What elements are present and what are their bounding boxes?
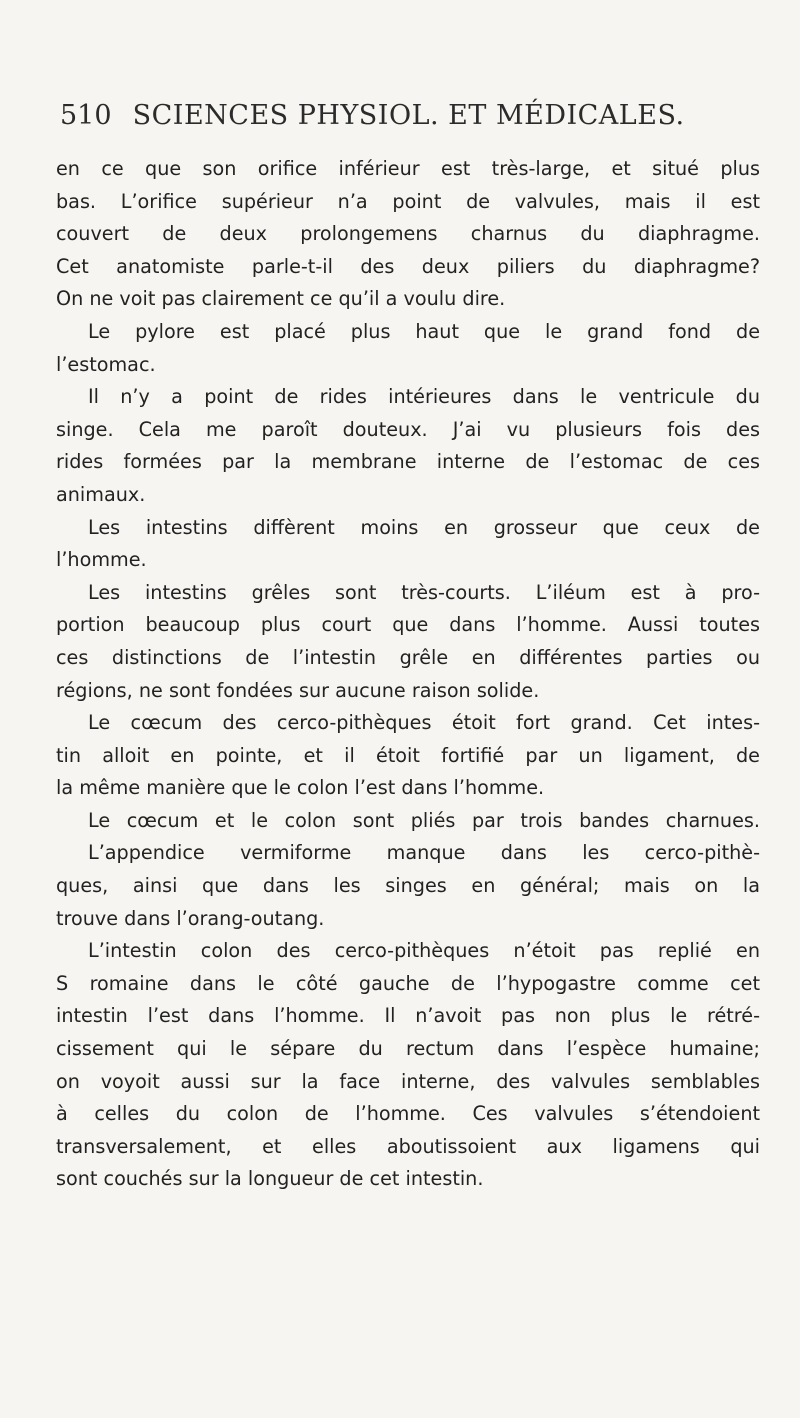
- text-line: Le pylore est placé plus haut que le grand fond de: [88, 319, 760, 343]
- text-line: à celles du colon de l’homme. Ces valvules s’étendoient: [56, 1102, 760, 1126]
- text-line: Le cœcum des cerco-pithèques étoit fort grand. Cet intes-: [88, 711, 760, 735]
- text-line: on voyoit aussi sur la face interne, des valvules semblables: [56, 1069, 760, 1093]
- page-header: [60, 100, 740, 140]
- text-line: transversalement, et elles aboutissoient aux ligamens qui: [56, 1134, 760, 1158]
- text-line: cissement qui le sépare du rectum dans l’espèce humaine;: [56, 1037, 760, 1061]
- text-line: Il n’y a point de rides intérieures dans le ventricule du: [88, 385, 760, 409]
- text-line: l’estomac.: [56, 352, 156, 376]
- text-line: portion beaucoup plus court que dans l’homme. Aussi toutes: [56, 613, 760, 637]
- text-line: animaux.: [56, 482, 146, 506]
- text-line: sont couchés sur la longueur de cet intestin.: [56, 1167, 484, 1191]
- text-line: On ne voit pas clairement ce qu’il a voulu dire.: [56, 287, 506, 311]
- text-line: L’appendice vermiforme manque dans les cerco-pithè-: [88, 841, 760, 865]
- text-line: couvert de deux prolongemens charnus du diaphragme.: [56, 222, 760, 246]
- page-number: 510: [60, 100, 112, 131]
- running-title: SCIENCES PHYSIOL. ET MÉDICALES.: [132, 100, 685, 131]
- text-line: tin alloit en pointe, et il étoit fortifié par un ligament, de: [56, 743, 760, 767]
- text-line: régions, ne sont fondées sur aucune raison solide.: [56, 678, 540, 702]
- text-line: bas. L’orifice supérieur n’a point de valvules, mais il est: [56, 189, 760, 213]
- text-line: Le cœcum et le colon sont pliés par trois bandes charnues.: [88, 808, 760, 832]
- text-line: trouve dans l’orang-outang.: [56, 906, 325, 930]
- text-line: en ce que son orifice inférieur est très-large, et situé plus: [56, 157, 760, 180]
- text-line: S romaine dans le côté gauche de l’hypogastre comme cet: [56, 971, 760, 995]
- text-line: ces distinctions de l’intestin grêle en différentes parties ou: [56, 645, 760, 669]
- text-line: Les intestins diffèrent moins en grosseur que ceux de: [88, 515, 760, 539]
- body-text: [56, 153, 760, 1196]
- text-line: rides formées par la membrane interne de l’estomac de ces: [56, 450, 760, 474]
- text-line: singe. Cela me paroît douteux. J’ai vu plusieurs fois des: [56, 417, 760, 441]
- text-line: ques, ainsi que dans les singes en général; mais on la: [56, 874, 760, 898]
- text-line: Cet anatomiste parle-t-il des deux piliers du diaphragme?: [56, 254, 760, 278]
- text-line: l’homme.: [56, 548, 147, 572]
- text-line: L’intestin colon des cerco-pithèques n’étoit pas replié en: [88, 939, 760, 963]
- text-line: intestin l’est dans l’homme. Il n’avoit pas non plus le rétré-: [56, 1004, 760, 1028]
- text-line: la même manière que le colon l’est dans l’homme.: [56, 776, 545, 800]
- text-line: Les intestins grêles sont très-courts. L’iléum est à pro-: [88, 580, 760, 604]
